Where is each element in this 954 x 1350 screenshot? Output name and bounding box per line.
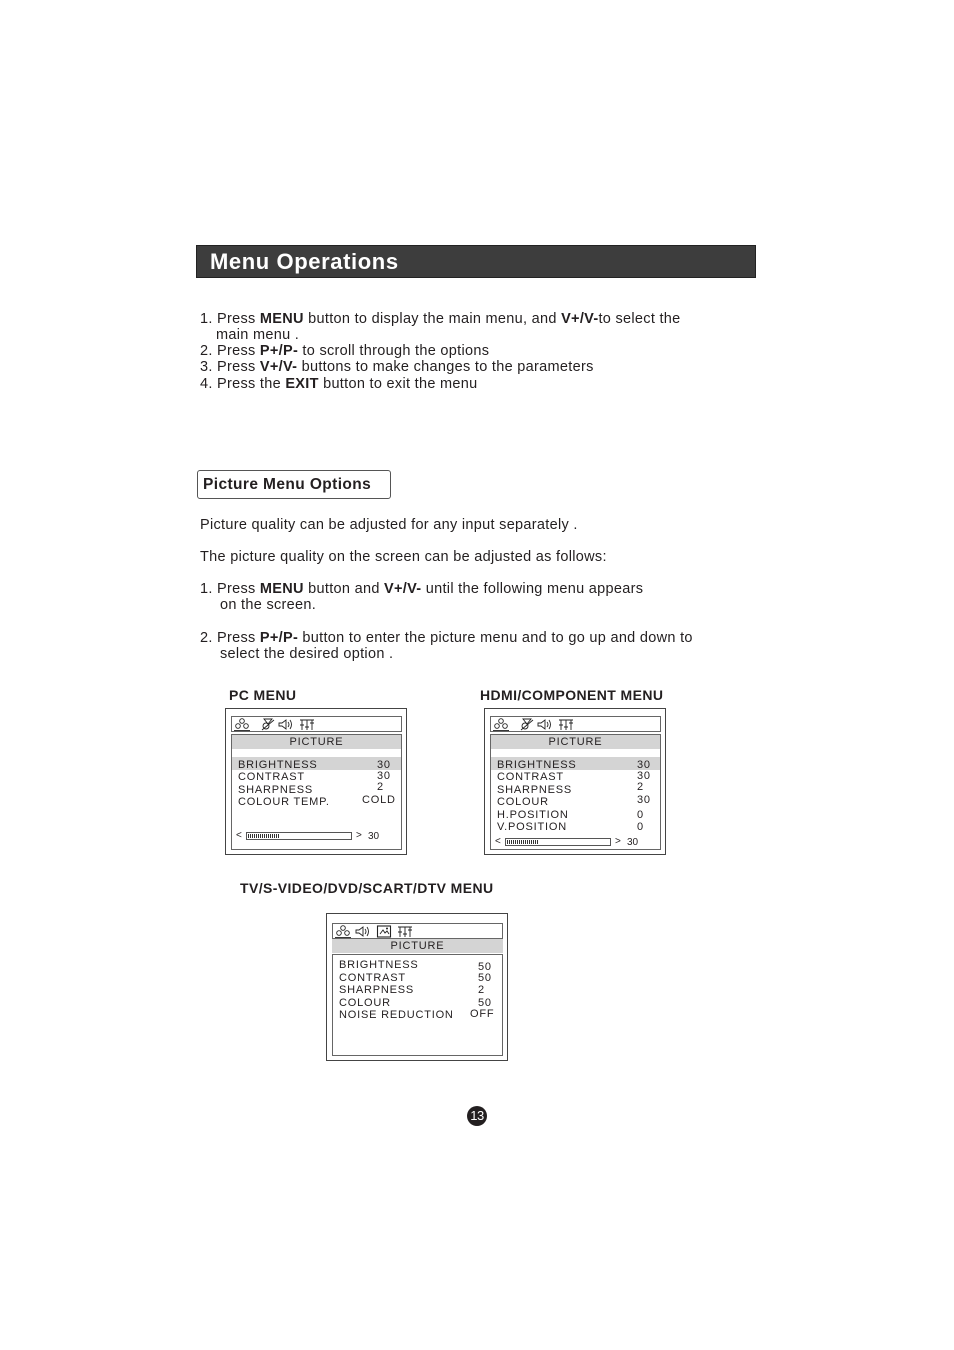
- menu-item-value: 30: [637, 770, 651, 782]
- menu-item-label: SHARPNESS: [238, 784, 314, 796]
- intro-step-4: [200, 376, 478, 392]
- picture-step-1-cont: on the screen.: [220, 597, 317, 613]
- panel-title: PICTURE: [232, 735, 401, 749]
- step-text: button and: [303, 581, 385, 597]
- picture-para-1: Picture quality can be adjusted for any input separately .: [200, 517, 578, 533]
- slider-left-arrow: <: [495, 836, 501, 847]
- intro-step-1-cont: main menu .: [216, 327, 300, 343]
- panel-title: PICTURE: [332, 939, 503, 953]
- picture-step-2: [200, 630, 693, 646]
- menu-icon-bar: [231, 716, 402, 732]
- menu-item-value: 30: [637, 794, 651, 806]
- pc-menu-screen: [225, 708, 407, 855]
- menu-item-label: CONTRAST: [339, 972, 406, 984]
- menu-item-label: COLOUR: [497, 796, 549, 808]
- menu-item-value: 2: [478, 984, 485, 996]
- step-text: 2. Press: [200, 343, 260, 359]
- step-text: button to display the main menu, and: [303, 311, 562, 327]
- picture-panel: [231, 734, 402, 850]
- step-key: V+/V-: [561, 311, 599, 327]
- menu-item-label: BRIGHTNESS: [497, 759, 577, 771]
- image-settings-icon: [259, 717, 277, 732]
- step-key: V+/V-: [384, 581, 422, 597]
- step-key: P+/P-: [259, 343, 299, 359]
- slider-value: 30: [368, 831, 380, 842]
- menu-item-label: SHARPNESS: [339, 984, 415, 996]
- menu-item-label: V.POSITION: [497, 821, 567, 833]
- picture-menu-heading: Picture Menu Options: [203, 476, 372, 493]
- menu-icon-bar: [490, 716, 661, 732]
- menu-item-value: OFF: [470, 1008, 495, 1020]
- screen-icon: [375, 924, 393, 939]
- step-text: until the following menu appears: [421, 581, 644, 597]
- intro-step-2: [200, 343, 489, 359]
- step-text: 3. Press: [200, 359, 260, 375]
- sound-icon: [354, 924, 372, 939]
- step-text: button to enter the picture menu and to go up and down to: [298, 630, 693, 646]
- menu-item-value: 0: [637, 809, 644, 821]
- menu-item-value: 2: [637, 781, 644, 793]
- step-text: to scroll through the options: [298, 343, 490, 359]
- sound-icon: [277, 717, 295, 732]
- picture-panel: [332, 954, 503, 1056]
- picture-icon: [334, 924, 352, 939]
- menu-item-label: COLOUR: [339, 997, 391, 1009]
- menu-item-value: COLD: [362, 794, 396, 806]
- picture-icon: [492, 717, 510, 732]
- menu-item-label: BRIGHTNESS: [339, 959, 419, 971]
- step-text: button to exit the menu: [318, 376, 478, 392]
- intro-step-1: [200, 311, 681, 327]
- menu-icon-bar: [332, 923, 503, 939]
- step-text: buttons to make changes to the parameters: [297, 359, 594, 375]
- page-number: 13: [467, 1106, 487, 1126]
- step-text: 1. Press: [200, 311, 260, 327]
- menu-item-value: 50: [478, 972, 492, 984]
- function-icon: [298, 717, 316, 732]
- page-title: Menu Operations: [210, 249, 399, 274]
- picture-menu-heading-box: [197, 470, 391, 499]
- menu-item-value: 50: [478, 961, 492, 973]
- pc-menu-title: PC MENU: [229, 687, 297, 703]
- menu-item-label: NOISE REDUCTION: [339, 1009, 454, 1021]
- menu-item-value: 0: [637, 821, 644, 833]
- menu-item-value: 50: [478, 997, 492, 1009]
- menu-item-value: 2: [377, 781, 384, 793]
- menu-item-value: 30: [377, 770, 391, 782]
- picture-panel: [490, 734, 661, 850]
- step-key: MENU: [259, 311, 304, 327]
- panel-title: PICTURE: [491, 735, 660, 749]
- menu-item-value: 30: [637, 759, 651, 771]
- step-key: V+/V-: [259, 359, 298, 375]
- step-key: P+/P-: [259, 630, 299, 646]
- hdmi-menu-screen: [484, 708, 666, 855]
- menu-item-value: 30: [377, 759, 391, 771]
- value-slider: [505, 838, 611, 846]
- slider-value: 30: [627, 837, 639, 848]
- menu-item-label: CONTRAST: [238, 771, 305, 783]
- tv-menu-title: TV/S-VIDEO/DVD/SCART/DTV MENU: [240, 880, 494, 896]
- step-text: to select the: [598, 311, 681, 327]
- slider-left-arrow: <: [236, 830, 242, 841]
- step-text: 2. Press: [200, 630, 260, 646]
- picture-para-2: The picture quality on the screen can be adjusted as follows:: [200, 549, 607, 565]
- menu-item-label: BRIGHTNESS: [238, 759, 318, 771]
- tv-menu-screen: [326, 913, 508, 1061]
- menu-item-label: CONTRAST: [497, 771, 564, 783]
- menu-item-label: H.POSITION: [497, 809, 569, 821]
- step-key: MENU: [259, 581, 304, 597]
- hdmi-menu-title: HDMI/COMPONENT MENU: [480, 687, 664, 703]
- slider-right-arrow: >: [615, 836, 621, 847]
- sound-icon: [536, 717, 554, 732]
- image-settings-icon: [518, 717, 536, 732]
- function-icon: [396, 924, 414, 939]
- step-key: EXIT: [285, 376, 319, 392]
- step-text: 4. Press the: [200, 376, 286, 392]
- section-banner: [196, 245, 756, 278]
- slider-right-arrow: >: [356, 830, 362, 841]
- value-slider: [246, 832, 352, 840]
- menu-item-label: SHARPNESS: [497, 784, 573, 796]
- step-text: 1. Press: [200, 581, 260, 597]
- picture-step-2-cont: select the desired option .: [220, 646, 394, 662]
- intro-step-3: [200, 359, 594, 375]
- menu-item-label: COLOUR TEMP.: [238, 796, 330, 808]
- picture-step-1: [200, 581, 643, 597]
- picture-icon: [233, 717, 251, 732]
- function-icon: [557, 717, 575, 732]
